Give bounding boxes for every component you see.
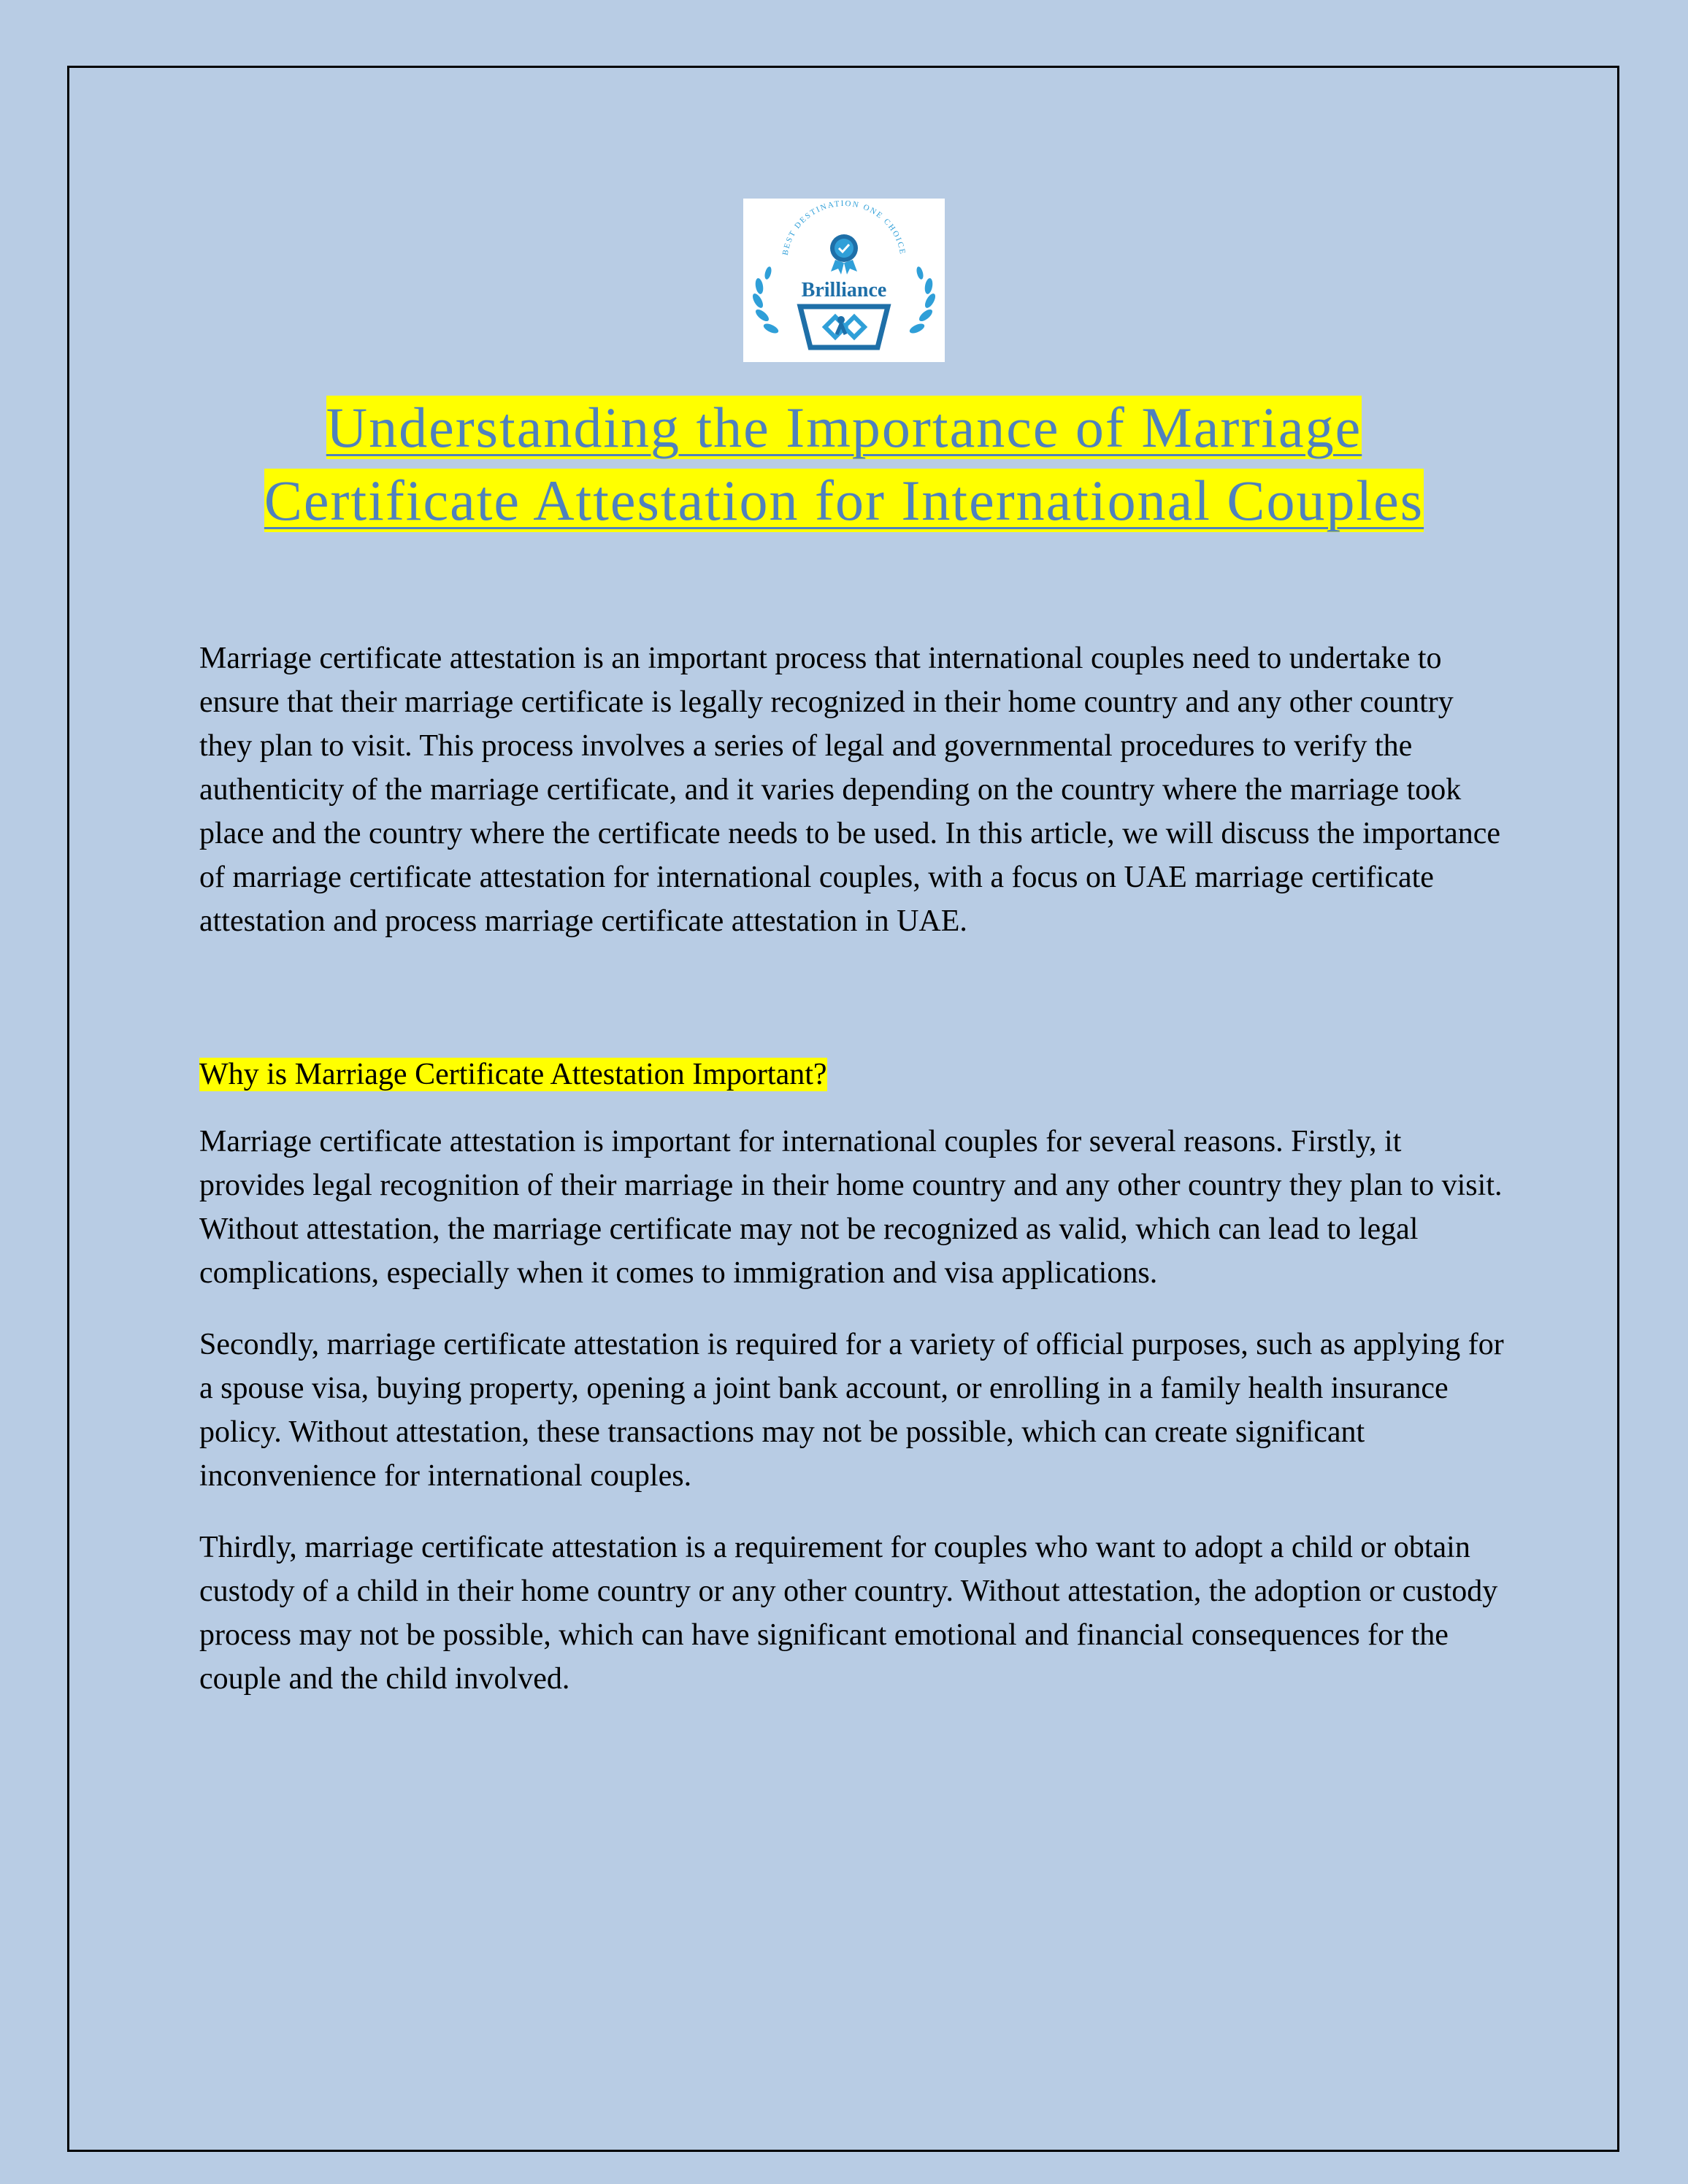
brilliance-logo-icon <box>743 199 945 362</box>
logo-arc-text: BEST DESTINATION ONE CHOICE <box>780 199 908 256</box>
intro-paragraph: Marriage certificate attestation is an important process that international couples need to undertake to ensure that their marriage certificate is legally recognized in their home country and any other country they plan to visit. This process involves a series of legal and governmental procedures to verify the authenticity of the marriage certificate, and it varies depending on the country where the marriage took place and the country where the certificate needs to be used. In this article, we will discuss the importance of marriage certificate attestation for international couples, with a focus on UAE marriage certificate attestation and process marriage certificate attestation in UAE. <box>199 642 1501 938</box>
article-body <box>199 637 1514 1729</box>
title-line-2: Certificate Attestation for International Couples <box>264 469 1424 532</box>
brand-logo <box>743 199 945 362</box>
section-paragraph-3: Thirdly, marriage certificate attestation is a requirement for couples who want to adopt a child or obtain custody of a child in their home country or any other country. Without attestation, the adoption or custody process may not be possible, which can have significant emotional and financial consequences for the couple and the child involved. <box>199 1531 1498 1696</box>
section-heading <box>199 1053 1514 1096</box>
section-heading-text: Why is Marriage Certificate Attestation Important? <box>199 1058 827 1091</box>
title-line-1: Understanding the Importance of Marriage <box>326 396 1362 459</box>
section-paragraph-2: Secondly, marriage certificate attestation is required for a variety of official purposes, such as applying for a spouse visa, buying property, opening a joint bank account, or enrolling in a family health insurance policy. Without attestation, these transactions may not be possible, which can create significant inconvenience for international couples. <box>199 1328 1504 1493</box>
logo-brand-text: Brilliance <box>801 279 887 301</box>
section-paragraph-1: Marriage certificate attestation is important for international couples for several reasons. Firstly, it provides legal recognition of their marriage in their home country and any other country they plan to visit. Without attestation, the marriage certificate may not be recognized as valid, which can lead to legal complications, especially when it comes to immigration and visa applications. <box>199 1125 1503 1290</box>
page-title <box>146 391 1542 537</box>
